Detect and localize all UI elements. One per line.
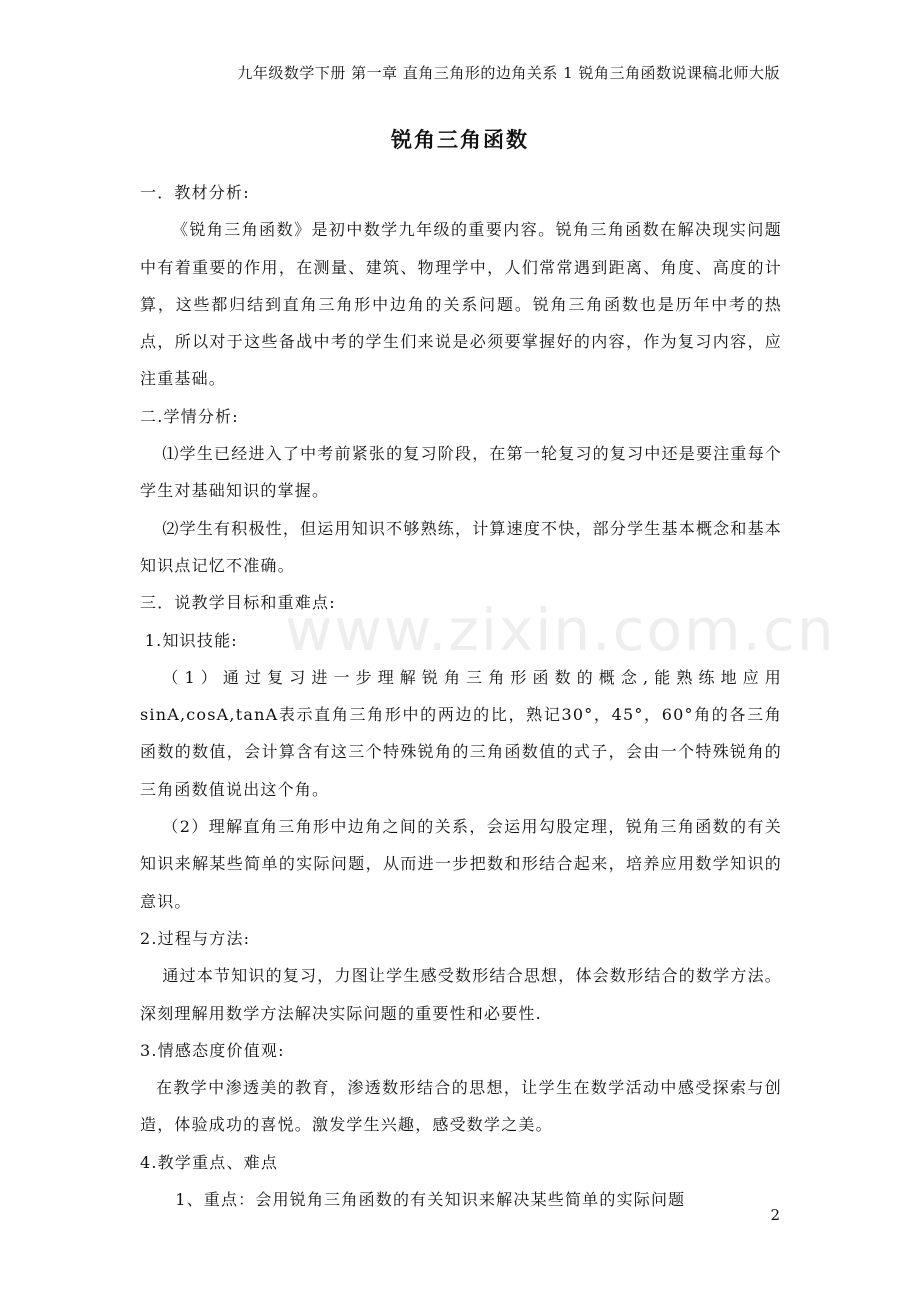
paragraph-process-method: 通过本节知识的复习，力图让学生感受数形结合思想，体会数形结合的数学方法。深刻理解用数学方法解决实际问题的重要性和必要性.: [140, 966, 782, 1023]
section-heading-student-analysis: 二.学情分析:: [140, 406, 239, 426]
subheading-key-points: 4.教学重点、难点: [140, 1152, 279, 1172]
subheading-process-method: 2.过程与方法:: [140, 928, 251, 948]
section-heading-objectives: 三．说教学目标和重难点:: [140, 593, 336, 613]
paragraph-knowledge-1: （1）通过复习进一步理解锐角三角形函数的概念,能熟练地应用sinA,cosA,tanA表示直角三角形中的两边的比，熟记30°，45°，60°角的各三角函数的数值，会计算含有这三个特殊锐角的三角函数值的式子，会由一个特殊锐角的三角函数值说出这个角。: [140, 667, 782, 799]
watermark: www.zixin.com.cn: [285, 596, 836, 664]
paragraph-attitude-values: 在教学中渗透美的教育，渗透数形结合的思想，让学生在数学活动中感受探索与创造，体验成功的喜悦。激发学生兴趣，感受数学之美。: [140, 1078, 782, 1135]
document-title: 锐角三角函数: [391, 127, 529, 152]
paragraph-key-points: 1、重点：会用锐角三角函数的有关知识来解决某些简单的实际问题: [175, 1190, 686, 1210]
paragraph-student-analysis-2: ⑵学生有积极性，但运用知识不够熟练，计算速度不快，部分学生基本概念和基本知识点记忆不准确。: [140, 518, 782, 575]
paragraph-student-analysis-1: ⑴学生已经进入了中考前紧张的复习阶段，在第一轮复习的复习中还是要注重每个学生对基础知识的掌握。: [140, 444, 782, 501]
page-number: 2: [770, 1206, 780, 1224]
subheading-attitude-values: 3.情感态度价值观:: [140, 1040, 285, 1060]
paragraph-material-analysis: 《锐角三角函数》是初中数学九年级的重要内容。锐角三角函数在解决现实问题中有着重要的作用，在测量、建筑、物理学中，人们常常遇到距离、角度、高度的计算，这些都归结到直角三角形中边角的关系问题。锐角三角函数也是历年中考的热点，所以对于这些备战中考的学生们来说是必须要掌握好的内容，作为复习内容，应注重基础。: [140, 220, 782, 389]
section-heading-material-analysis: 一．教材分析:: [140, 183, 250, 202]
subheading-knowledge-skills: 1.知识技能:: [144, 630, 238, 650]
paragraph-knowledge-2: （2）理解直角三角形中边角之间的关系，会运用勾股定理，锐角三角函数的有关知识来解某些简单的实际问题，从而进一步把数和形结合起来，培养应用数学知识的意识。: [140, 817, 782, 911]
document-body: [140, 174, 782, 1218]
running-header: 九年级数学下册 第一章 直角三角形的边角关系 1 锐角三角函数说课稿北师大版: [237, 64, 780, 82]
